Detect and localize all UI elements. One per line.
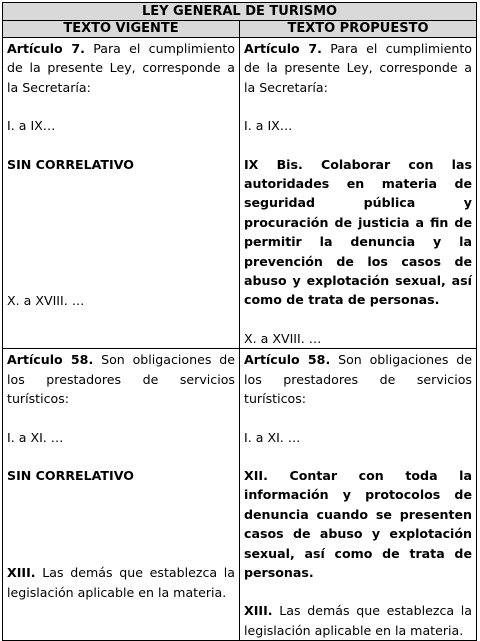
column-header-proposed: TEXTO PROPUESTO bbox=[240, 21, 477, 38]
fractions-text: I. a XI. … bbox=[244, 429, 301, 445]
table-row bbox=[3, 349, 477, 641]
fraction-label: XIII. bbox=[7, 565, 36, 581]
proposed-text-cell bbox=[240, 349, 477, 641]
article-label: Artículo 58. bbox=[244, 352, 331, 368]
article-paragraph bbox=[7, 39, 235, 97]
sin-correlativo-text: SIN CORRELATIVO bbox=[7, 467, 134, 483]
current-text-cell bbox=[3, 38, 240, 349]
fractions-text: X. a XVIII. … bbox=[7, 293, 85, 309]
last-fraction-paragraph bbox=[244, 601, 472, 640]
current-text-cell bbox=[3, 349, 240, 641]
column-header-current: TEXTO VIGENTE bbox=[3, 21, 240, 38]
article-text: Para el cumplimiento de la presente Ley, corresponde a la Secretaría: bbox=[244, 41, 472, 95]
comparison-document bbox=[2, 2, 476, 641]
table-row bbox=[3, 38, 477, 349]
proposed-text-cell bbox=[240, 38, 477, 349]
fractions-text: X. a XVIII. … bbox=[244, 330, 322, 346]
fractions-text: I. a XI. … bbox=[7, 429, 64, 445]
article-label: Artículo 7. bbox=[244, 41, 322, 56]
last-fraction-paragraph bbox=[7, 563, 235, 602]
new-fraction-text: IX Bis. Colaborar con las autoridades en materia de seguridad pública y procuración de justicia a fin de permitir la denuncia y la prevención de los casos de abuso y explotación sexual, así como de trata de personas. bbox=[244, 156, 472, 308]
fractions-text: I. a IX… bbox=[244, 118, 293, 134]
article-text: Son obligaciones de los prestadores de servicios turísticos: bbox=[7, 352, 236, 407]
comparison-table bbox=[2, 2, 477, 641]
article-paragraph bbox=[244, 350, 472, 408]
fraction-text: Las demás que establezca la legislación aplicable en la materia. bbox=[7, 565, 235, 600]
article-text: Para el cumplimiento de la presente Ley, corresponde a la Secretaría: bbox=[7, 41, 235, 95]
new-fraction-text: XII. Contar con toda la información y protocolos de denuncia cuando se presenten casos de abuso y explotación sexual, así como de trata de personas. bbox=[244, 467, 472, 580]
sin-correlativo-text: SIN CORRELATIVO bbox=[7, 156, 134, 172]
fraction-text: Las demás que establezca la legislación aplicable en la materia. bbox=[244, 603, 472, 638]
article-label: Artículo 58. bbox=[7, 352, 94, 368]
fraction-label: XIII. bbox=[244, 603, 273, 619]
article-text: Son obligaciones de los prestadores de servicios turísticos: bbox=[244, 352, 473, 407]
table-title: LEY GENERAL DE TURISMO bbox=[3, 3, 477, 21]
article-paragraph bbox=[7, 350, 235, 408]
article-paragraph bbox=[244, 39, 472, 97]
article-label: Artículo 7. bbox=[7, 41, 85, 56]
fractions-text: I. a IX… bbox=[7, 118, 56, 134]
